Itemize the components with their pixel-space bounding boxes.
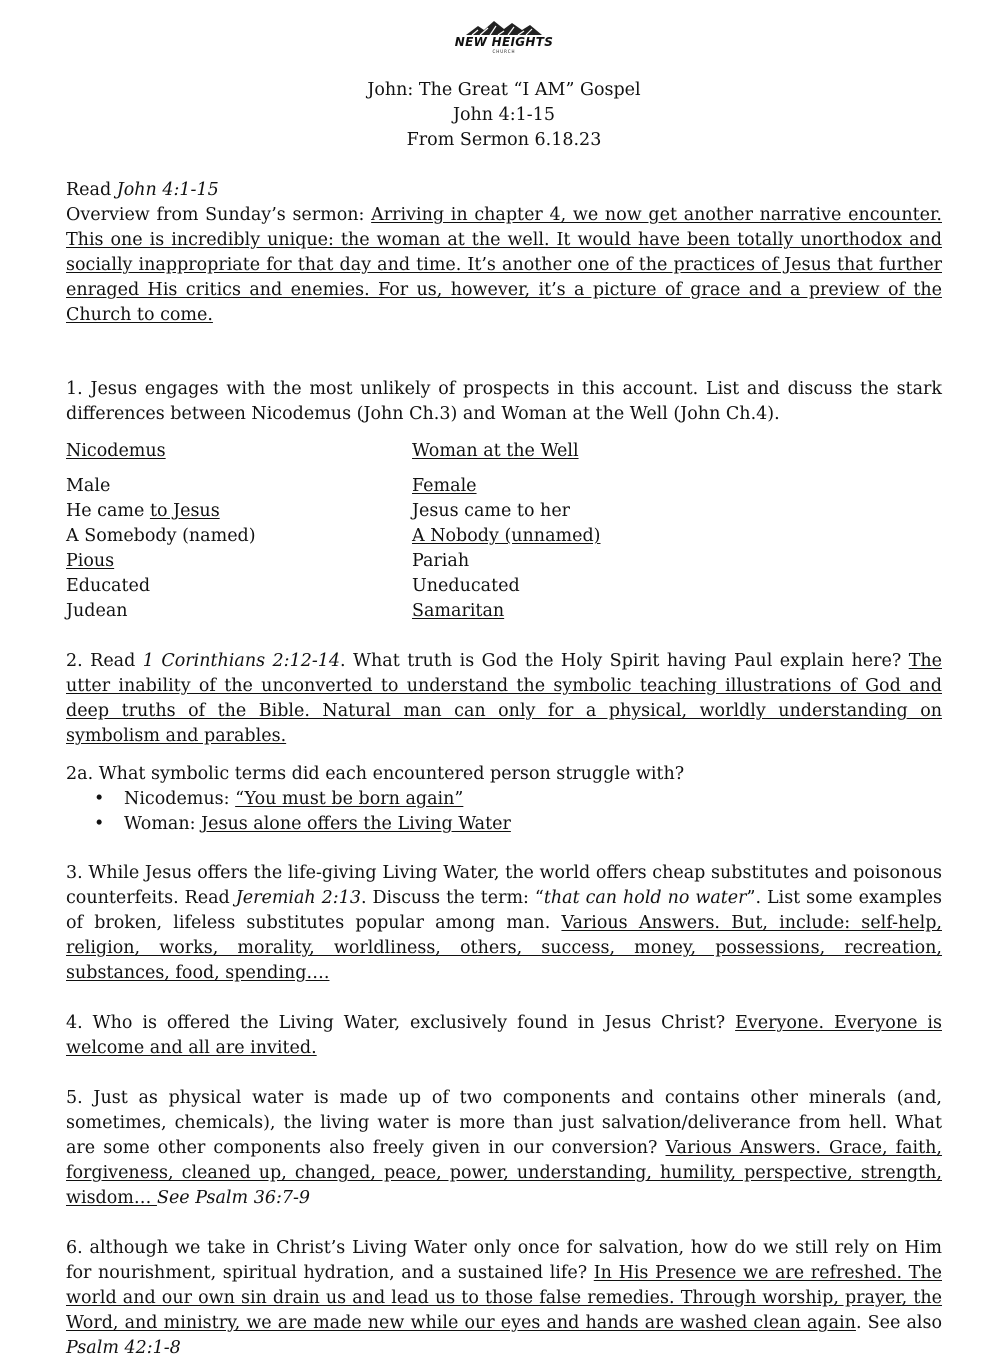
church-logo (444, 20, 564, 54)
logo-name: NEW HEIGHTS (454, 35, 554, 49)
comparison-row: A Somebody (named) A Nobody (unnamed) (66, 526, 601, 546)
read-line (66, 178, 942, 203)
q3-answer: Various Answers. But, include: self-help, religion, works, morality, worldliness, others, success, money, possessions, recreation, substances, food, spending…. (66, 913, 942, 983)
logo-sub: CHURCH (492, 49, 516, 54)
q4-answer: Everyone. Everyone is welcome and all are invited. (66, 1013, 942, 1058)
mountain-peaks-icon (464, 20, 544, 36)
q2a-answer: “You must be born again” (235, 789, 464, 809)
q2a-list (66, 787, 942, 837)
comparison-table (66, 474, 942, 624)
comparison-row: Educated Uneducated (66, 576, 520, 596)
question-6: 6. although we take in Christ’s Living Water only once for salvation, how do we still rely on Him for nourishment, spiritual hydration, and a sustained life? In His Presence we are refreshed. The world and our own sin drain us and lead us to those false remedies. Through worship, prayer, the Word, and ministry, we are made new while our eyes and hands are washed clean again. See also Psalm 42:1-8 (66, 1238, 943, 1358)
read-reference: John 4:1-15 (116, 180, 219, 200)
list-item: • Woman: Jesus alone offers the Living Water (94, 812, 942, 837)
q5-reference: See Psalm 36:7-9 (156, 1188, 311, 1208)
question-2: 2. Read 1 Corinthians 2:12-14. What truth is God the Holy Spirit having Paul explain here? The utter inability of the unconverted to understand the symbolic teaching illustrations of God and deep truths of the Bible. Natural man can only for a physical, worldly understanding on symbolism and parables. (66, 651, 942, 746)
sermon-date: From Sermon 6.18.23 (406, 130, 602, 150)
series-title: John: The Great “I AM” Gospel (367, 80, 641, 100)
woman-header: Woman at the Well (412, 441, 579, 461)
question-2a: 2a. What symbolic terms did each encountered person struggle with? (66, 764, 685, 784)
read-prefix: Read (66, 180, 117, 200)
question-3: 3. While Jesus offers the life-giving Living Water, the world offers cheap substitutes and poisonous counterfeits. Read Jeremiah 2:13. Discuss the term: “that can hold no water”. List some examples of broken, lifeless substitutes popular among man. Various Answers. But, include: self-help, religion, works, morality, worldliness, others, success, money, possessions, recreation, substances, food, spending…. (66, 863, 942, 983)
q3-term: that can hold no water (543, 888, 747, 908)
q2-answer: The utter inability of the unconverted to understand the symbolic teaching illustrations of God and deep truths of the Bible. Natural man can only for a physical, worldly understanding on symbolism and parables. (66, 651, 942, 746)
passage-title: John 4:1-15 (452, 105, 555, 125)
q6-reference: Psalm 42:1-8 (66, 1338, 181, 1358)
q2-reference: 1 Corinthians 2:12-14 (142, 651, 341, 671)
comparison-header (66, 439, 942, 464)
comparison-row: Pious Pariah (66, 551, 470, 571)
question-5: 5. Just as physical water is made up of two components and contains other minerals (and, sometimes, chemicals), the living water is more than just salvation/deliverance from hell. What are some other components also freely given in our conversion? Various Answers. Grace, faith, forgiveness, cleaned up, changed, peace, power, understanding, humility, perspective, strength, wisdom… See Psalm 36:7-9 (66, 1088, 942, 1208)
worksheet-page (66, 20, 942, 1361)
q6-answer: In His Presence we are refreshed. The world and our own sin drain us and lead us to those false remedies. Through worship, prayer, the Word, and ministry, we are made new while our eyes and hands are washed clean again (66, 1263, 942, 1333)
overview-answer: Arriving in chapter 4, we now get another narrative encounter. This one is incredibly unique: the woman at the well. It would have been totally unorthodox and socially inappropriate for that day and time. It’s another one of the practices of Jesus that further enraged His critics and enemies. For us, however, it’s a picture of grace and a preview of the Church to come. (66, 205, 942, 325)
comparison-row: Male Female (66, 476, 477, 496)
nicodemus-header: Nicodemus (66, 441, 166, 461)
comparison-row: He came to Jesus Jesus came to her (66, 501, 571, 521)
worksheet-header (66, 78, 942, 153)
question-1: 1. Jesus engages with the most unlikely of prospects in this account. List and discuss the stark differences between Nicodemus (John Ch.3) and Woman at the Well (John Ch.4). (66, 379, 942, 424)
q2a-answer: Jesus alone offers the Living Water (201, 814, 511, 834)
comparison-row: Judean Samaritan (66, 601, 505, 621)
overview-paragraph (66, 203, 942, 328)
question-4: 4. Who is offered the Living Water, exclusively found in Jesus Christ? Everyone. Everyone is welcome and all are invited. (66, 1013, 942, 1058)
overview-label: Overview from Sunday’s sermon: (66, 205, 372, 225)
q5-answer: Various Answers. Grace, faith, forgiveness, cleaned up, changed, peace, power, understanding, humility, perspective, strength, wisdom… (66, 1138, 942, 1208)
list-item: • Nicodemus: “You must be born again” (94, 787, 942, 812)
q3-reference: Jeremiah 2:13 (235, 888, 361, 908)
